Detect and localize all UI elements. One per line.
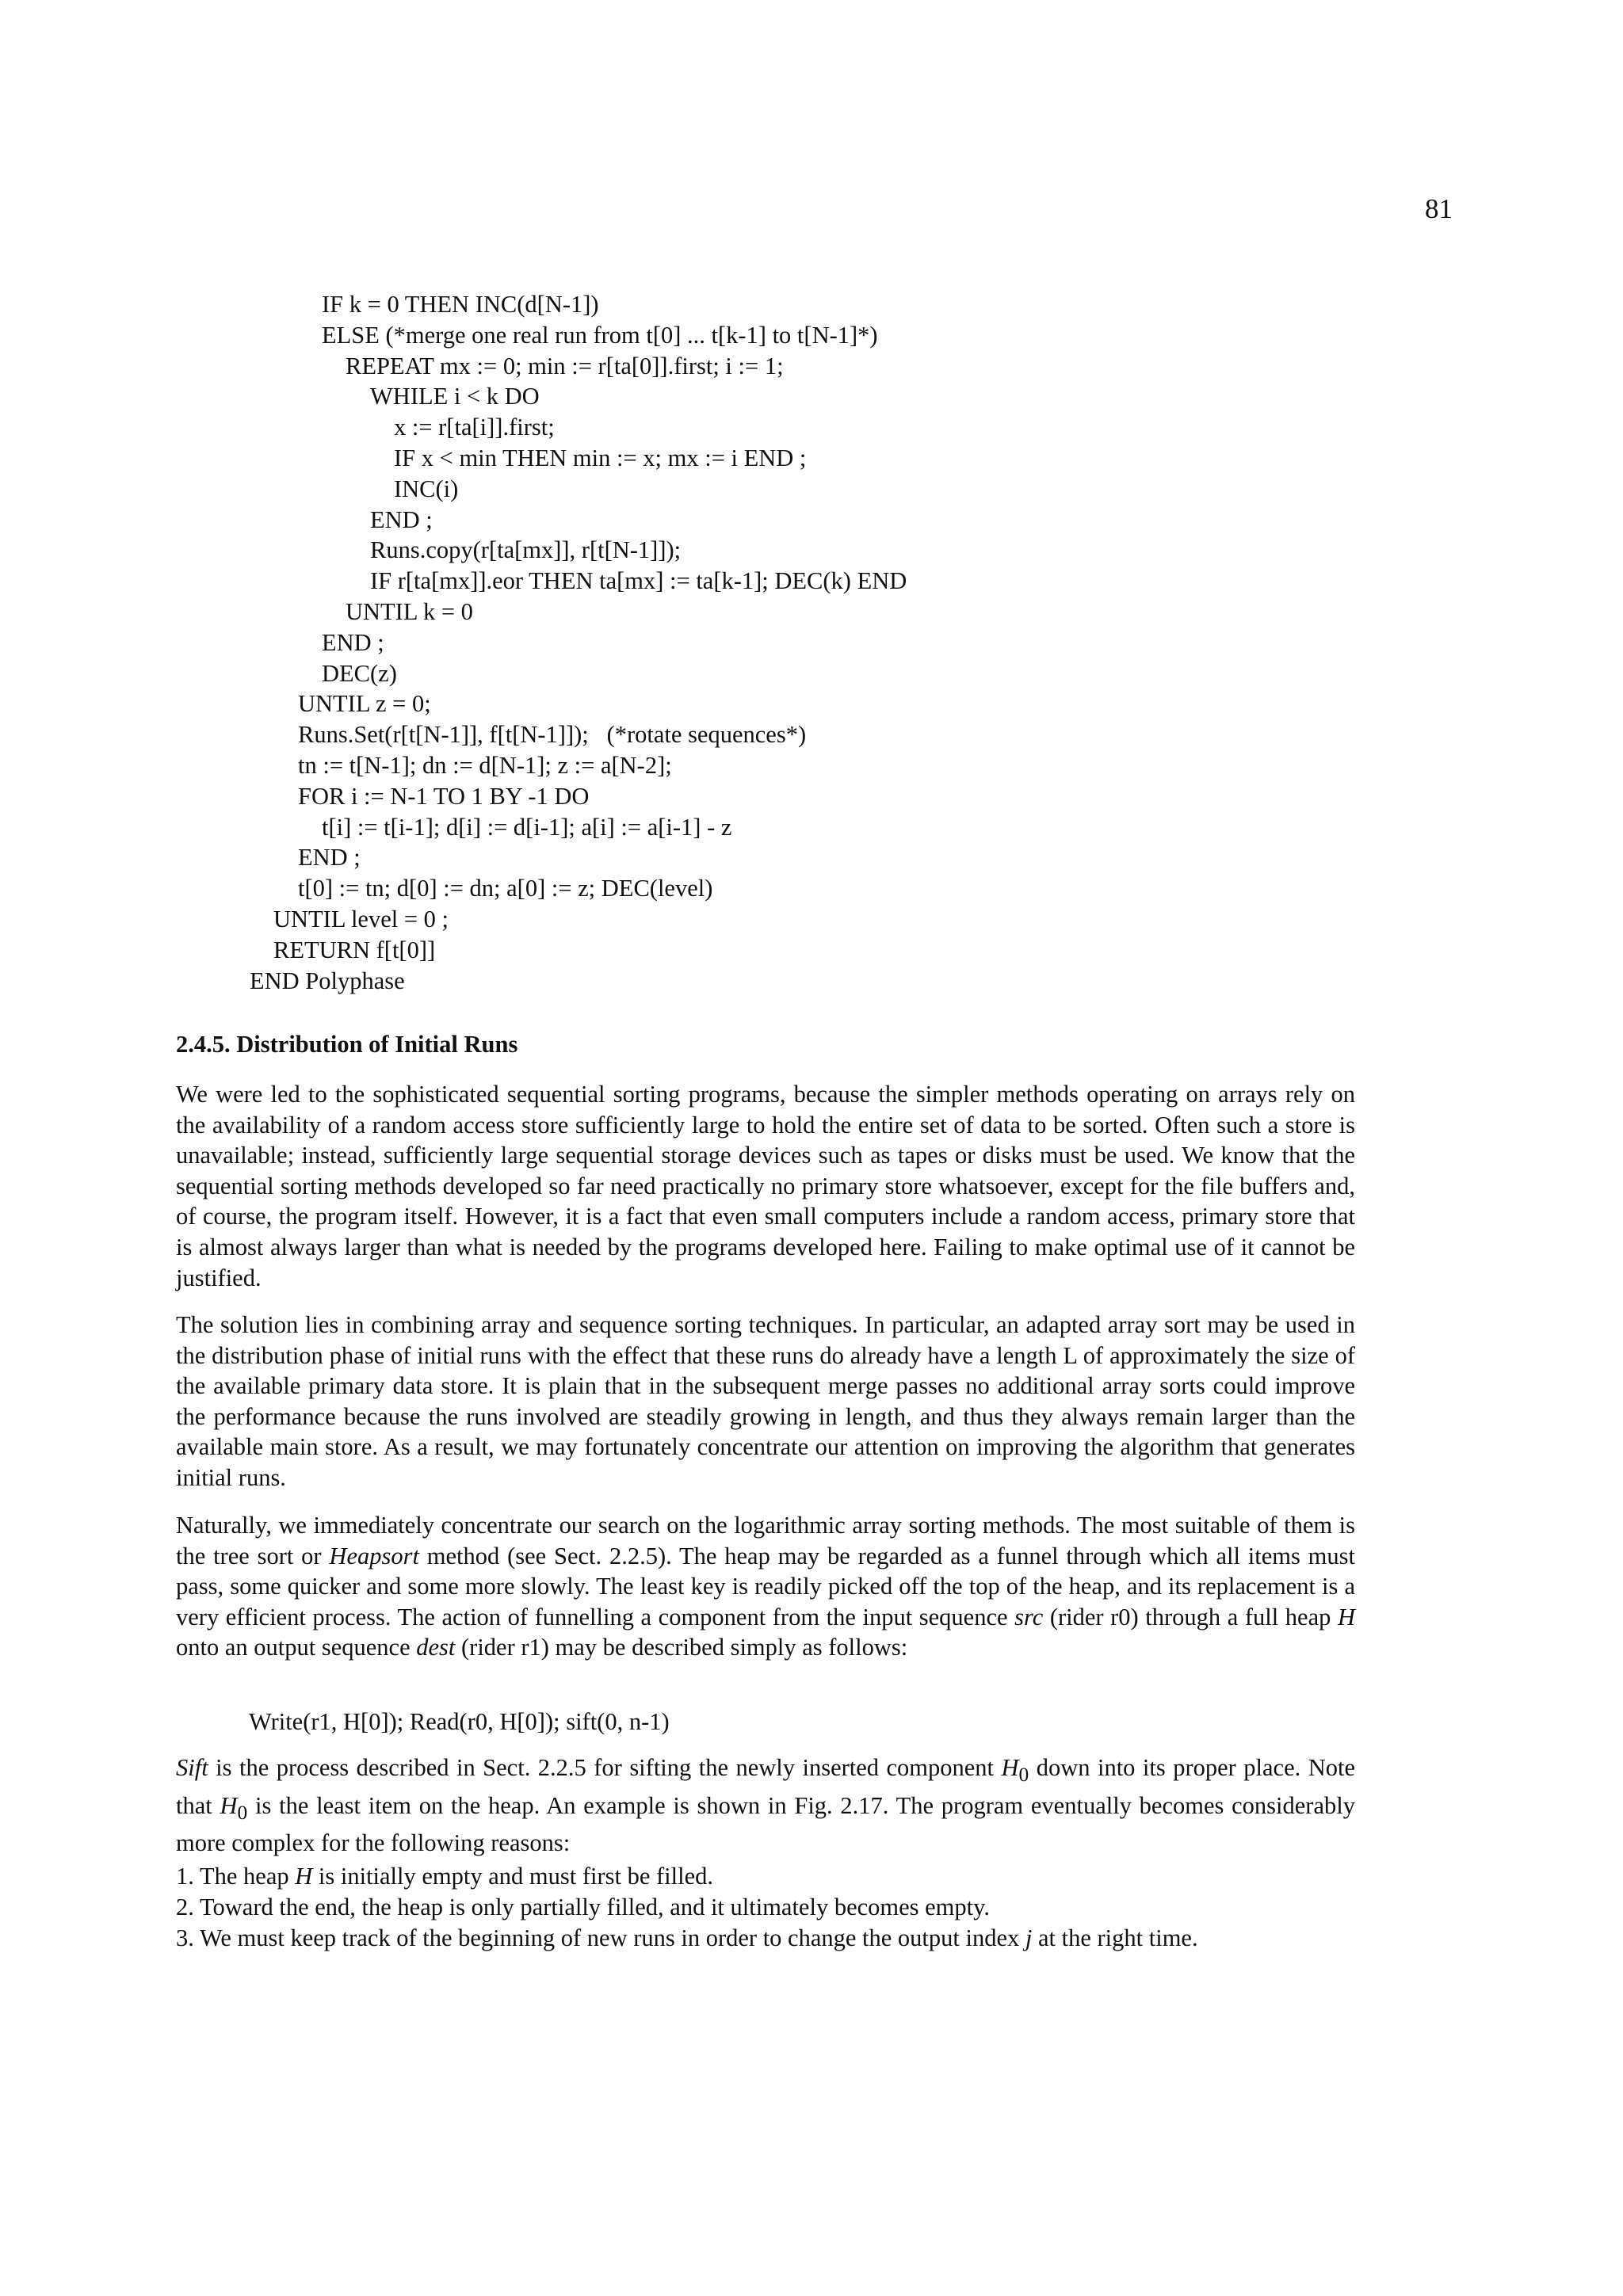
paragraph: The solution lies in combining array and sequence sorting techniques. In particular, an adapted array sort may be used in the distribution phase of initial runs with the effect that these runs do already have a length L of approximately the size of the available primary data store. It is plain that in the subsequent merge passes no additional array sorts could improve the performance because the runs involved are steadily growing in length, and thus they always remain larger than the available main store. As a result, we may fortunately concentrate our attention on improving the algorithm that generates initial runs.	[176, 1311, 1355, 1491]
emphasis: H	[1001, 1754, 1019, 1781]
section-heading: 2.4.5. Distribution of Initial Runs	[176, 1031, 518, 1058]
code-line: tn := t[N-1]; dn := d[N-1]; z := a[N-2];	[298, 752, 672, 779]
code-line: Runs.copy(r[ta[mx]], r[t[N-1]]);	[370, 536, 682, 564]
code-line: REPEAT mx := 0; min := r[ta[0]].first; i := 1;	[346, 352, 784, 379]
code-line: ELSE (*merge one real run from t[0] ... t[k-1] to t[N-1]*)	[322, 321, 878, 349]
formula: Write(r1, H[0]); Read(r0, H[0]); sift(0, n-1)	[249, 1708, 670, 1735]
emphasis: Heapsort	[329, 1542, 419, 1569]
code-line: UNTIL k = 0	[346, 598, 473, 625]
paragraph: Naturally, we immediately concentrate our search on the logarithmic array sorting methods. The most suitable of them is the tree sort or Heapsort method (see Sect. 2.2.5). The heap may be regarded as a funnel through which all items must pass, some quicker and some more slowly. The least key is readily picked off the top of the heap, and its replacement is a very efficient process. The action of funnelling a component from the input sequence src (rider r0) through a full heap H onto an output sequence dest (rider r1) may be described simply as follows:	[176, 1512, 1355, 1661]
code-line: UNTIL level = 0 ;	[273, 906, 449, 933]
code-line: IF x < min THEN min := x; mx := i END ;	[394, 444, 807, 471]
paragraph: Sift is the process described in Sect. 2.2.5 for sifting the newly inserted component $H_0$ down into its proper place. Note that $H_0$ is the least item on the heap. An example is shown in Fig. 2.17. The program eventually becomes considerably more complex for the following reasons:	[176, 1754, 1355, 1857]
code-line: IF k = 0 THEN INC(d[N-1])	[322, 291, 599, 318]
list-item: 3. We must keep track of the beginning of new runs in order to change the output index j at the right time.	[176, 1924, 1198, 1951]
code-line: t[0] := tn; d[0] := dn; a[0] := z; DEC(level)	[298, 875, 713, 902]
code-line: WHILE i < k DO	[370, 383, 540, 410]
list-item: 2. Toward the end, the heap is only partially filled, and it ultimately becomes empty.	[176, 1894, 991, 1920]
paragraph: We were led to the sophisticated sequential sorting programs, because the simpler methods operating on arrays rely on the availability of a random access store sufficiently large to hold the entire set of data to be sorted. Often such a store is unavailable; instead, sufficiently large sequential storage devices such as tapes or disks must be used. We know that the sequential sorting methods developed so far need practically no primary store whatsoever, except for the file buffers and, of course, the program itself. However, it is a fact that even small computers include a random access, primary store that is almost always larger than what is needed by the programs developed here. Failing to make optimal use of it cannot be justified.	[176, 1081, 1355, 1291]
code-line: END Polyphase	[250, 967, 405, 994]
code-line: IF r[ta[mx]].eor THEN ta[mx] := ta[k-1]; DEC(k) END	[370, 567, 907, 595]
page-number: 81	[1425, 193, 1453, 224]
code-line: UNTIL z = 0;	[298, 690, 431, 718]
code-line: END ;	[370, 505, 433, 533]
code-line: FOR i := N-1 TO 1 BY -1 DO	[298, 782, 590, 810]
emphasis: H	[1337, 1603, 1355, 1630]
code-line: END ;	[298, 844, 361, 871]
code-line: Runs.Set(r[t[N-1]], f[t[N-1]]); (*rotate sequences*)	[298, 721, 807, 749]
emphasis: src	[1014, 1603, 1044, 1630]
list-item: 1. The heap H is initially empty and must first be filled.	[176, 1863, 714, 1890]
subscript: 0	[1018, 1764, 1029, 1787]
code-line: t[i] := t[i-1]; d[i] := d[i-1]; a[i] := a[i-1] - z	[322, 813, 732, 841]
code-line: DEC(z)	[322, 659, 397, 687]
emphasis: Sift	[176, 1754, 208, 1781]
code-line: x := r[ta[i]].first;	[394, 414, 555, 441]
emphasis: H	[220, 1791, 238, 1819]
code-line: INC(i)	[394, 475, 459, 502]
emphasis: dest	[416, 1634, 456, 1661]
subscript: 0	[237, 1801, 248, 1824]
code-line: END ;	[322, 628, 384, 656]
reasons-list	[176, 1861, 1365, 1954]
code-line: RETURN f[t[0]]	[273, 936, 436, 963]
